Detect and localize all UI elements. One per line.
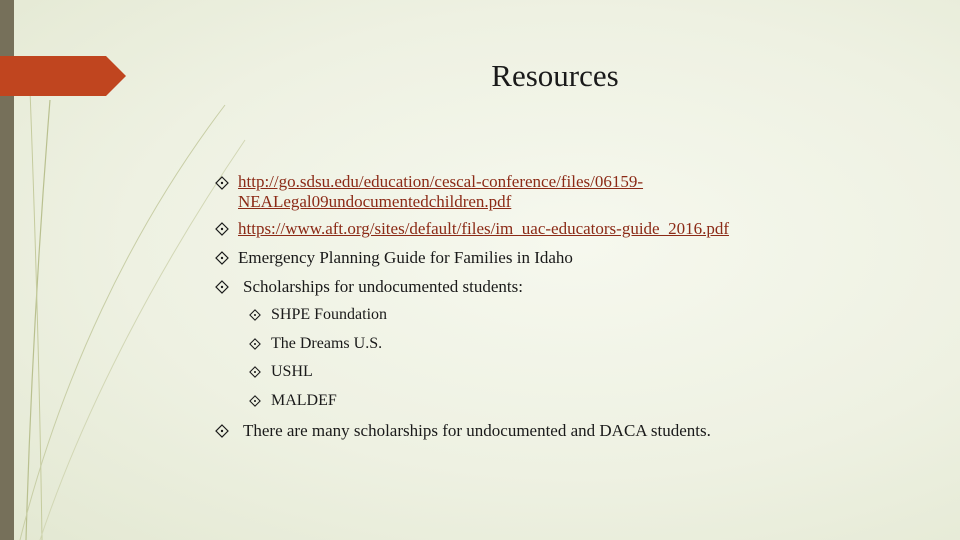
bullet-emergency-guide: Emergency Planning Guide for Families in Idaho <box>238 248 573 267</box>
diamond-outline-icon <box>249 309 261 321</box>
diamond-outline-icon <box>249 395 261 407</box>
bullet-scholarships: Scholarships for undocumented students: <box>243 277 523 296</box>
sub-bullet-maldef: MALDEF <box>271 392 337 409</box>
diamond-outline-icon <box>249 338 261 350</box>
diamond-outline-icon <box>249 366 261 378</box>
title-accent-tab <box>0 56 126 96</box>
diamond-outline-icon <box>215 280 229 294</box>
resource-link-aft[interactable]: https://www.aft.org/sites/default/files/im_uac-educators-guide_2016.pdf <box>238 219 729 238</box>
sub-bullet-ushl: USHL <box>271 363 313 380</box>
diamond-outline-icon <box>215 222 229 236</box>
sub-bullet-dreams: The Dreams U.S. <box>271 335 383 352</box>
sub-bullet-shpe: SHPE Foundation <box>271 306 388 323</box>
bullet-many-scholarships: There are many scholarships for undocumented and DACA students. <box>243 421 711 440</box>
diamond-outline-icon <box>215 424 229 438</box>
page-title: Resources <box>491 58 619 93</box>
resource-link-sdsu[interactable]: http://go.sdsu.edu/education/cescal-conference/files/06159-NEALegal09undocumentedchildren.pdf <box>238 172 644 211</box>
diamond-outline-icon <box>215 176 229 190</box>
diamond-outline-icon <box>215 251 229 265</box>
